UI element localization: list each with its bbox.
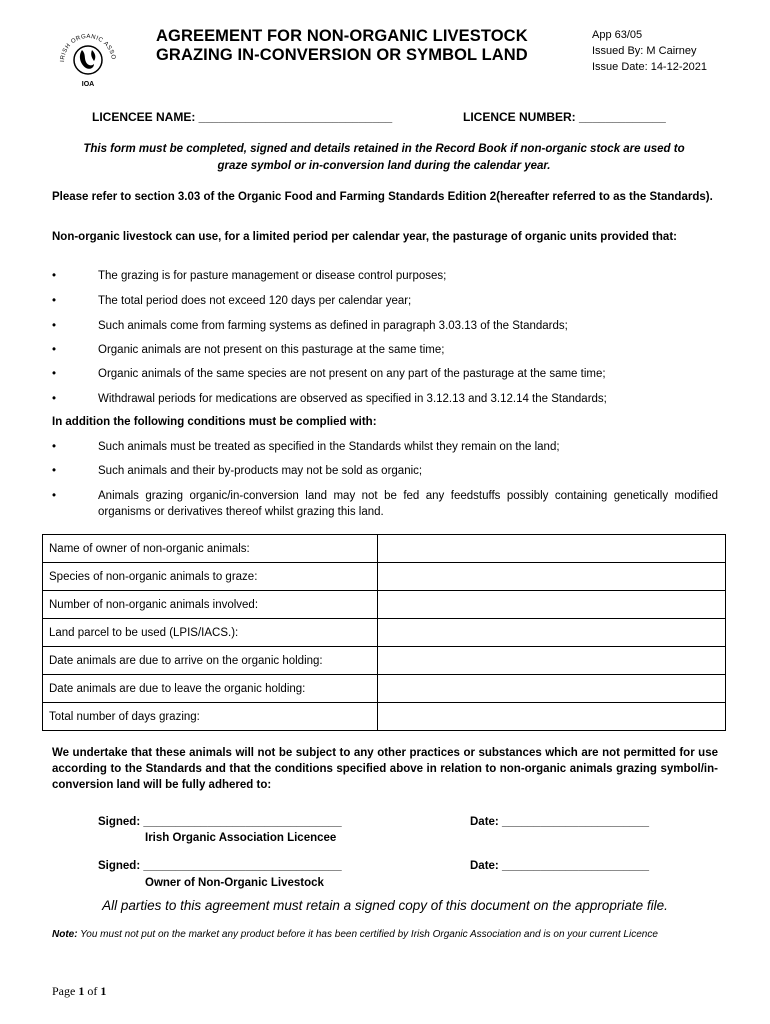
bullet-icon: •	[52, 344, 57, 356]
bullet-icon: •	[52, 465, 57, 477]
licence-number-field[interactable]: LICENCE NUMBER: _____________	[463, 110, 666, 124]
bullet-icon: •	[52, 490, 57, 502]
intro-instruction	[50, 141, 718, 175]
row-value-field[interactable]	[378, 563, 726, 591]
livestock-details-table	[42, 534, 726, 731]
row-label: Land parcel to be used (LPIS/IACS.):	[43, 619, 378, 647]
bullet-icon: •	[52, 441, 57, 453]
row-label: Number of non-organic animals involved:	[43, 591, 378, 619]
page-total: 1	[100, 984, 107, 998]
condition-text: The total period does not exceed 120 days per calendar year;	[98, 295, 412, 307]
condition-text: The grazing is for pasture management or disease control purposes;	[98, 270, 447, 282]
issue-date: Issue Date: 14-12-2021	[592, 61, 707, 73]
owner-date-field[interactable]: Date: _______________________	[470, 860, 650, 872]
table-row	[43, 535, 726, 563]
section-reference: Please refer to section 3.03 of the Organic Food and Farming Standards Edition 2(hereafter referred to as the Standards).	[52, 191, 713, 203]
licencee-signature-field[interactable]: Signed: _______________________________	[98, 816, 342, 828]
condition-text: Organic animals are not present on this pasturage at the same time;	[98, 344, 445, 356]
document-meta	[592, 27, 707, 75]
condition-text: Withdrawal periods for medications are observed as specified in 3.12.13 and 3.12.14 the Standards;	[98, 393, 607, 405]
row-label: Date animals are due to arrive on the organic holding:	[43, 647, 378, 675]
row-label: Name of owner of non-organic animals:	[43, 535, 378, 563]
note-label: Note:	[52, 929, 78, 940]
table-row	[43, 675, 726, 703]
logo-text: IRISH ORGANIC ASSO	[59, 33, 116, 63]
logo-abbrev: IOA	[81, 81, 95, 88]
signature-role: Owner of Non-Organic Livestock	[145, 877, 324, 889]
page-number	[52, 984, 106, 999]
retain-copy-notice: All parties to this agreement must retain a signed copy of this document on the appropriate file.	[102, 898, 668, 913]
page-current: 1	[78, 984, 85, 998]
intro-line-2: graze symbol or in-conversion land during the calendar year.	[217, 160, 551, 172]
row-value-field[interactable]	[378, 675, 726, 703]
bullet-icon: •	[52, 270, 57, 282]
condition-text: Organic animals of the same species are not present on any part of the pasturage at the same time;	[98, 368, 606, 380]
licencee-date-field[interactable]: Date: _______________________	[470, 816, 650, 828]
row-label: Date animals are due to leave the organic holding:	[43, 675, 378, 703]
conditions-intro: Non-organic livestock can use, for a limited period per calendar year, the pasturage of organic units provided that:	[52, 231, 677, 243]
row-value-field[interactable]	[378, 591, 726, 619]
table-row	[43, 591, 726, 619]
condition-text: Such animals and their by-products may not be sold as organic;	[98, 465, 423, 477]
row-value-field[interactable]	[378, 703, 726, 731]
note-text: You must not put on the market any product before it has been certified by Irish Organic Association and is on your current Licence	[77, 929, 658, 940]
title-line-2: GRAZING IN-CONVERSION OR SYMBOL LAND	[156, 46, 528, 64]
app-reference: App 63/05	[592, 29, 643, 41]
page-label: Page	[52, 984, 79, 998]
bullet-icon: •	[52, 368, 57, 380]
condition-text: Animals grazing organic/in-conversion land may not be fed any feedstuffs possibly containing genetically modified organisms or derivatives thereof whilst grazing this land.	[98, 490, 718, 518]
bullet-icon: •	[52, 295, 57, 307]
row-label: Total number of days grazing:	[43, 703, 378, 731]
undertaking-statement: We undertake that these animals will not be subject to any other practices or substances which are not permitted for use according to the Standards and that the conditions specified above in relation to non-organic animals grazing symbol/in-conversion land will be fully adhered to:	[52, 747, 718, 791]
licencee-name-field[interactable]: LICENCEE NAME: _____________________________	[92, 110, 393, 124]
additional-conditions-heading: In addition the following conditions must be complied with:	[52, 416, 377, 428]
bullet-icon: •	[52, 393, 57, 405]
bullet-icon: •	[52, 320, 57, 332]
ioa-logo	[52, 28, 122, 88]
title-line-1: AGREEMENT FOR NON-ORGANIC LIVESTOCK	[156, 27, 528, 45]
footnote	[52, 927, 712, 942]
table-row	[43, 563, 726, 591]
condition-text: Such animals must be treated as specified in the Standards whilst they remain on the land;	[98, 441, 560, 453]
condition-text: Such animals come from farming systems as defined in paragraph 3.03.13 of the Standards;	[98, 320, 568, 332]
row-label: Species of non-organic animals to graze:	[43, 563, 378, 591]
row-value-field[interactable]	[378, 535, 726, 563]
page-of: of	[84, 984, 101, 998]
row-value-field[interactable]	[378, 647, 726, 675]
document-title	[156, 27, 528, 65]
row-value-field[interactable]	[378, 619, 726, 647]
issued-by: Issued By: M Cairney	[592, 45, 697, 57]
intro-line-1: This form must be completed, signed and details retained in the Record Book if non-organic stock are used to	[83, 143, 685, 155]
table-row	[43, 647, 726, 675]
owner-signature-field[interactable]: Signed: _______________________________	[98, 860, 342, 872]
signature-role: Irish Organic Association Licencee	[145, 832, 337, 844]
table-row	[43, 619, 726, 647]
table-row	[43, 703, 726, 731]
